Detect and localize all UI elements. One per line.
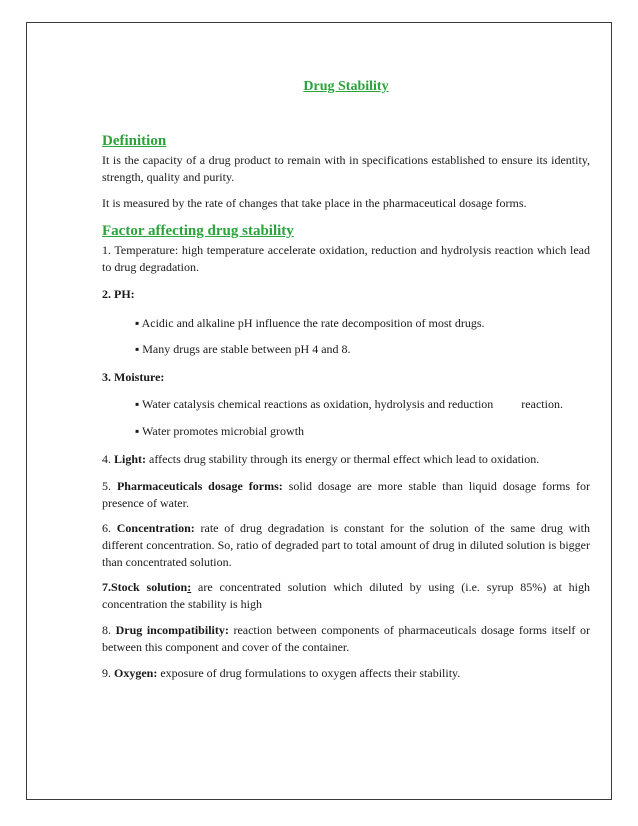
document-title: Drug Stability bbox=[303, 79, 389, 94]
stock-colon: : bbox=[187, 580, 192, 594]
factor-ph-label: 2. PH: bbox=[102, 287, 135, 301]
page-border bbox=[26, 22, 612, 800]
incompat-label: Drug incompatibility: bbox=[115, 623, 229, 637]
incompat-number: 8. bbox=[102, 623, 116, 637]
ph-bullet-2: ▪ Many drugs are stable between pH 4 and 8. bbox=[135, 342, 351, 356]
factor-temperature: 1. Temperature: high temperature accelerate oxidation, reduction and hydrolysis reaction which lead to drug degradation. bbox=[102, 243, 590, 274]
stock-text: are concentrated solution which diluted by using (i.e. syrup 85%) at high concentration the stability is high bbox=[102, 580, 590, 611]
definition-paragraph-1: It is the capacity of a drug product to remain with in specifications established to ensure its identity, strength, quality and purity. bbox=[102, 153, 590, 184]
conc-label: Concentration: bbox=[116, 521, 195, 535]
stock-label: 7.Stock solution bbox=[102, 580, 188, 594]
oxygen-number: 9. bbox=[102, 666, 114, 680]
factor-oxygen bbox=[102, 665, 590, 682]
light-text: affects drug stability through its energy or thermal effect which lead to oxidation. bbox=[146, 452, 540, 466]
definition-paragraph-2: It is measured by the rate of changes that take place in the pharmaceutical dosage forms. bbox=[102, 196, 527, 210]
light-label: Light: bbox=[114, 452, 147, 466]
conc-text: rate of drug degradation is constant for the solution of the same drug with different concentration. So, ratio of degraded part to total amount of drug in diluted solution is bigger than concentrated solution. bbox=[102, 521, 591, 569]
moisture-bullet-1-tail: reaction. bbox=[521, 397, 563, 411]
oxygen-label: Oxygen: bbox=[114, 666, 158, 680]
incompat-text: reaction between components of pharmaceuticals dosage forms itself or between this component and cover of the container. bbox=[102, 623, 591, 654]
moisture-bullet-1 bbox=[135, 396, 590, 413]
ph-bullet-1: ▪ Acidic and alkaline pH influence the rate decomposition of most drugs. bbox=[135, 316, 485, 330]
factor-stock-solution bbox=[102, 579, 590, 613]
moisture-bullet-1-text: ▪ Water catalysis chemical reactions as oxidation, hydrolysis and reduction bbox=[135, 397, 494, 411]
factor-concentration bbox=[102, 520, 590, 571]
factor-light bbox=[102, 451, 590, 468]
factor-incompatibility bbox=[102, 622, 590, 656]
oxygen-text: exposure of drug formulations to oxygen affects their stability. bbox=[157, 666, 461, 680]
pharm-text: solid dosage are more stable than liquid dosage forms for presence of water. bbox=[102, 479, 590, 510]
pharm-number: 5. bbox=[102, 479, 117, 493]
pharm-label: Pharmaceuticals dosage forms: bbox=[116, 479, 283, 493]
factor-moisture-label: 3. Moisture: bbox=[102, 370, 165, 384]
factors-heading: Factor affecting drug stability bbox=[102, 223, 294, 239]
conc-number: 6. bbox=[102, 521, 117, 535]
factor-pharmaceuticals bbox=[102, 478, 590, 512]
definition-heading: Definition bbox=[102, 133, 167, 149]
light-number: 4. bbox=[102, 452, 114, 466]
moisture-bullet-2: ▪ Water promotes microbial growth bbox=[135, 424, 305, 438]
